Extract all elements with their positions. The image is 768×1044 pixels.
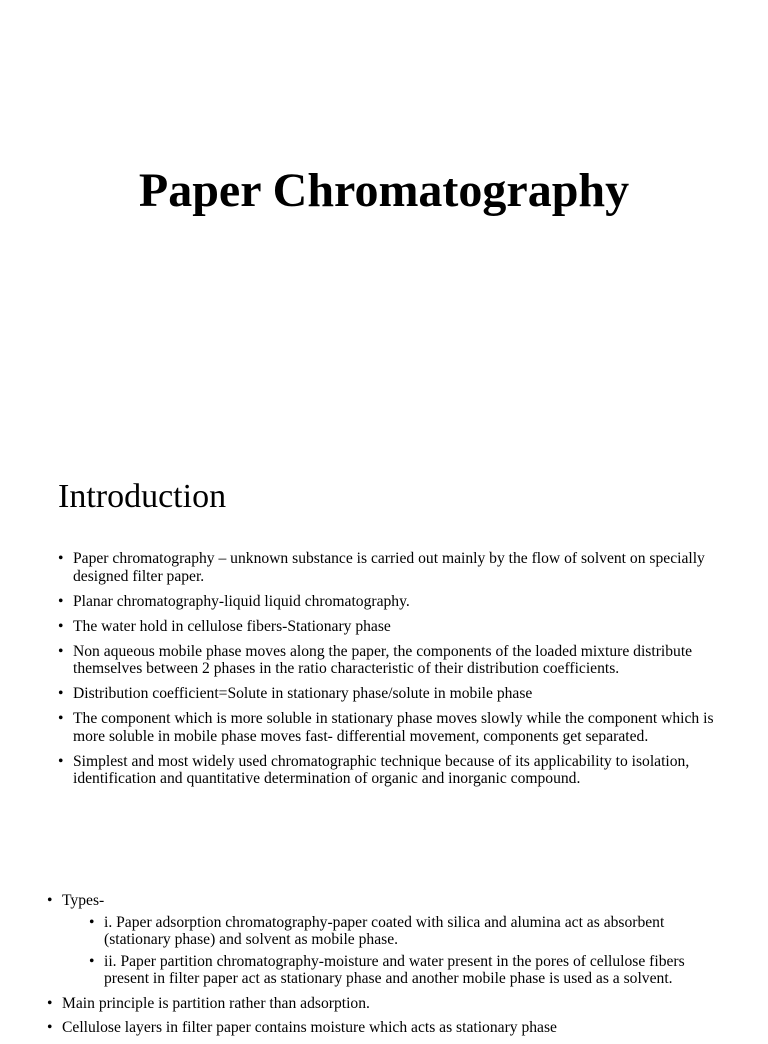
slide-title: Paper Chromatography (138, 164, 630, 217)
bullet-icon: • (58, 642, 64, 660)
bullet-icon: • (89, 952, 95, 970)
section-heading: Introduction (58, 478, 227, 515)
list-item: • Paper chromatography – unknown substance is carried out mainly by the flow of solvent on specially designed filter paper. (58, 550, 705, 585)
bullet-icon: • (58, 617, 64, 635)
list-item: • Non aqueous mobile phase moves along the paper, the components of the loaded mixture distribute themselves between 2 phases in the ratio characteristic of their distribution coefficients. (58, 642, 693, 677)
list-item: • Cellulose layers in filter paper contains moisture which acts as stationary phase (47, 1019, 557, 1036)
bullet-icon: • (58, 592, 64, 610)
bullet-icon: • (58, 710, 64, 727)
list-item: • Main principle is partition rather than adsorption. (47, 994, 370, 1012)
list-item: • Distribution coefficient=Solute in stationary phase/solute in mobile phase (58, 685, 533, 702)
bullet-icon: • (47, 892, 53, 909)
list-item: • ii. Paper partition chromatography-moisture and water present in the pores of cellulose fibers present in filter paper act as stationary phase and another mobile phase is used as a solvent. (89, 952, 685, 987)
list-item: • The component which is more soluble in stationary phase moves slowly while the component which is more soluble in mobile phase moves fast- differential movement, components get separated. (58, 710, 714, 745)
list-item: • Planar chromatography-liquid liquid chromatography. (58, 592, 410, 610)
bullet-icon: • (58, 550, 64, 567)
bullet-icon: • (47, 994, 53, 1012)
list-item: • Simplest and most widely used chromatographic technique because of its applicability to isolation, identification and quantitative determination of organic and inorganic compound. (58, 752, 690, 787)
list-item: • The water hold in cellulose fibers-Stationary phase (58, 617, 391, 635)
types-sub-list (62, 914, 722, 988)
bullet-icon: • (47, 1019, 53, 1036)
list-item: • Types- • i. Paper adsorption chromatography-paper coated with silica and alumina act as absorbent (stationary phase) and solvent as mobile phase. • ii. Paper partition chromatography-moisture and water present in the pores of cellulose fibers present in filter paper act as stationary phase and another mobile phase is used as a solvent. (62, 892, 722, 988)
bullet-icon: • (89, 913, 95, 931)
bullet-icon: • (58, 752, 64, 770)
intro-bullet-list (58, 550, 723, 795)
bullet-icon: • (58, 685, 64, 702)
types-bullet-list (47, 892, 722, 1044)
list-item: • i. Paper adsorption chromatography-paper coated with silica and alumina act as absorbent (stationary phase) and solvent as mobile phase. (89, 913, 665, 948)
